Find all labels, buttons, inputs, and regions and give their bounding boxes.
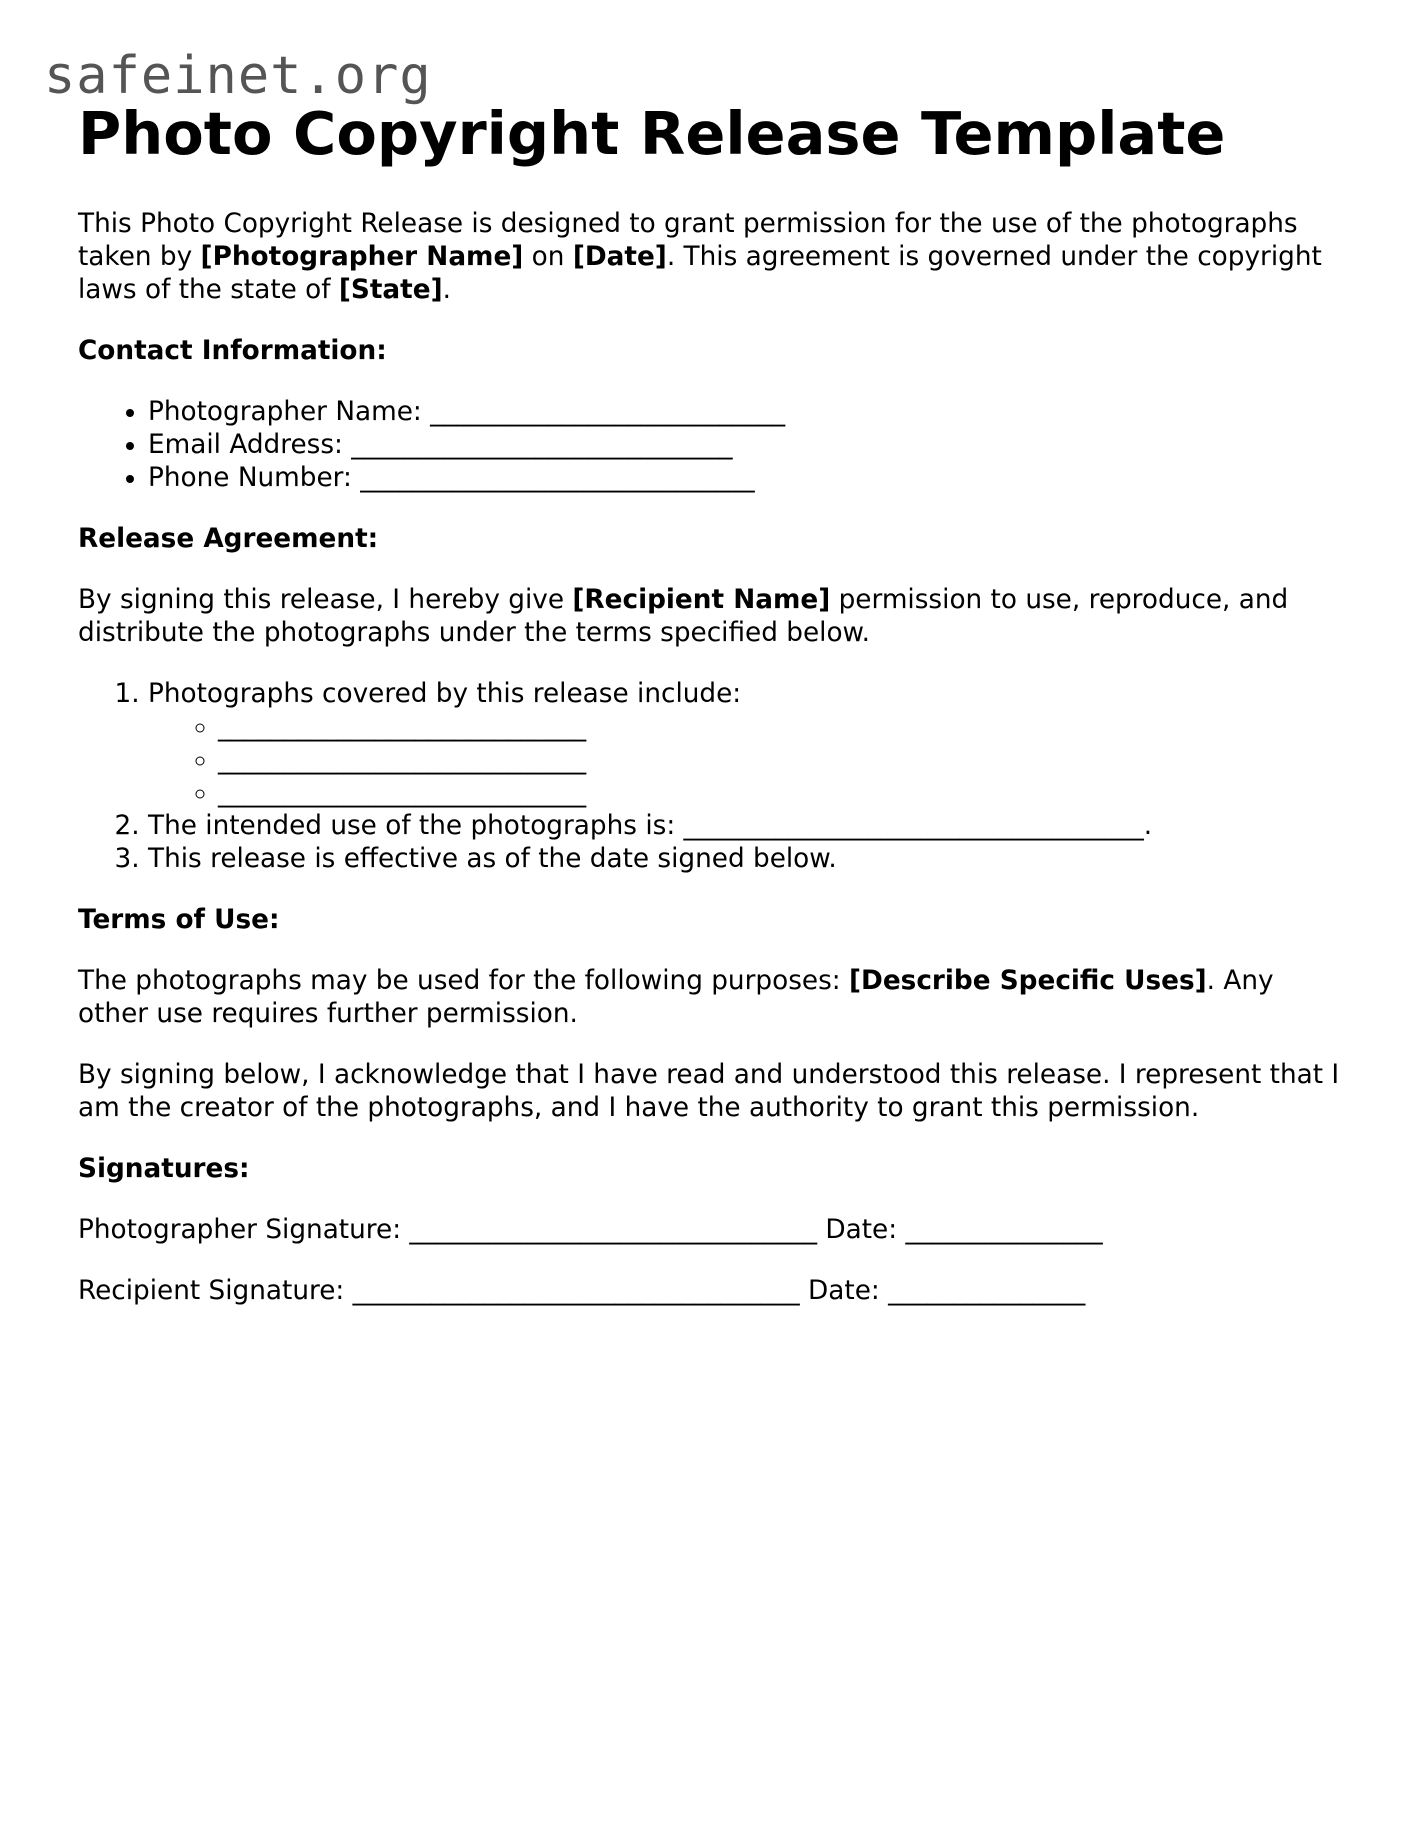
release-heading: Release Agreement: <box>78 524 379 554</box>
intro-text-1: This Photo Copyright Release is designed to grant permission for the use of the photographs taken by <box>78 209 1298 272</box>
photographer-signature-line: Photographer Signature: _______________________________ Date: _______________ <box>78 1215 1103 1245</box>
contact-list <box>78 396 1348 495</box>
release-text-1: By signing this release, I hereby give <box>78 585 573 615</box>
release-item-photographs <box>148 678 1348 810</box>
photo-line: ◦ ____________________________ <box>218 777 1348 810</box>
state-placeholder: [State] <box>338 275 443 305</box>
intro-text-4: . <box>442 275 451 305</box>
release-text-2: permission to use, reproduce, and distribute the photographs under the terms specified below. <box>78 585 1289 648</box>
contact-email-address: • Email Address: _____________________________ <box>148 429 1348 462</box>
recipient-signature-line: Recipient Signature: __________________________________ Date: _______________ <box>78 1276 1086 1306</box>
page-title: Photo Copyright Release Template <box>78 99 1226 168</box>
release-item-1-text: Photographs covered by this release include: <box>148 679 742 709</box>
photographer-name-placeholder: [Photographer Name] <box>200 242 524 272</box>
terms-paragraph <box>78 965 1348 1031</box>
contact-photographer-name: • Photographer Name: ___________________________ <box>148 396 1348 429</box>
terms-heading: Terms of Use: <box>78 905 280 935</box>
release-item-intended-use: 2. The intended use of the photographs is: ___________________________________. <box>148 810 1348 843</box>
photo-lines-list <box>148 711 1348 810</box>
acknowledgement-paragraph: By signing below, I acknowledge that I have read and understood this release. I represent that I am the creator of the photographs, and I have the authority to grant this permission. <box>78 1060 1340 1123</box>
photo-line: ◦ ____________________________ <box>218 711 1348 744</box>
document <box>78 100 1348 1308</box>
intro-text-3: . This agreement is governed under the copyright laws of the state of <box>78 242 1322 305</box>
release-item-effective-date: 3. This release is effective as of the date signed below. <box>148 843 1348 876</box>
specific-uses-placeholder: [Describe Specific Uses] <box>849 966 1207 996</box>
signatures-heading: Signatures: <box>78 1154 250 1184</box>
recipient-name-placeholder: [Recipient Name] <box>572 585 831 615</box>
date-placeholder: [Date] <box>572 242 667 272</box>
intro-paragraph <box>78 208 1348 307</box>
intro-text-2: on <box>523 242 573 272</box>
release-terms-list <box>78 678 1348 876</box>
contact-phone-number: • Phone Number: ______________________________ <box>148 462 1348 495</box>
watermark: safeinet.org <box>44 46 432 106</box>
terms-text-1: The photographs may be used for the following purposes: <box>78 966 849 996</box>
terms-text-2: . Any other use requires further permission. <box>78 966 1274 1029</box>
release-paragraph <box>78 584 1348 650</box>
contact-heading: Contact Information: <box>78 336 387 366</box>
photo-line: ◦ ____________________________ <box>218 744 1348 777</box>
